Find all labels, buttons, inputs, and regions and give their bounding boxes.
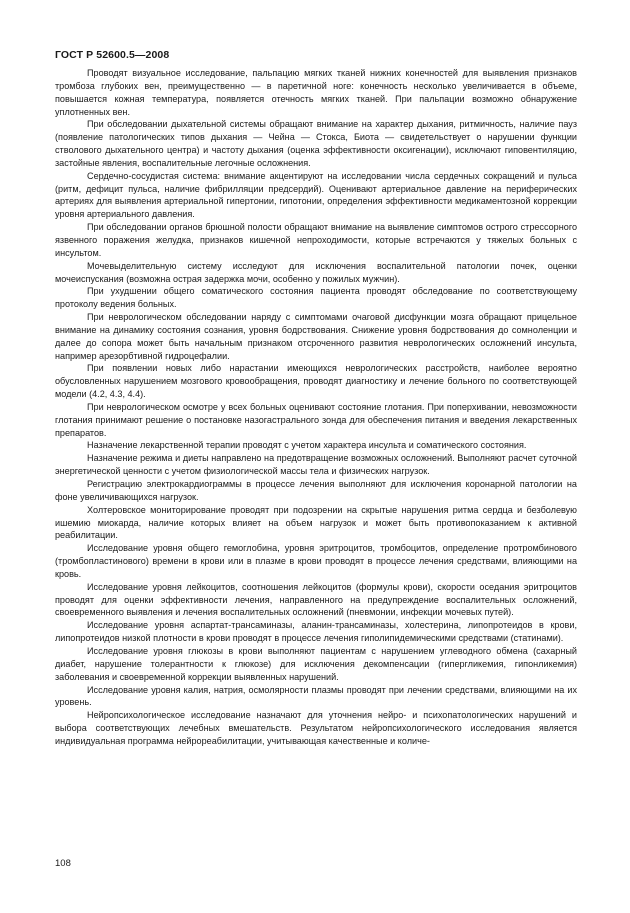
- standard-code-header: ГОСТ Р 52600.5—2008: [55, 49, 170, 61]
- paragraph: При обследовании органов брюшной полости обращают внимание на выявление симптомов острого стрессорного язвенного поражения желудка, признаков кишечной непроходимости, которые встречаются у тяжелых больных с инсультом.: [55, 222, 577, 258]
- paragraph: Проводят визуальное исследование, пальпацию мягких тканей нижних конечностей для выявления признаков тромбоза глубоких вен, преимущественно — в паретичной ноге: конечность несколько увеличивается в объеме, повышается кожная температура, появляется отечность мягких тканей. При пальпации возможно обнаружение уплотненных вен.: [55, 68, 577, 117]
- paragraph: Исследование уровня аспартат-трансаминазы, аланин-трансаминазы, холестерина, липопротеидов в крови, липопротеидов низкой плотности в крови проводят в процессе лечения гиполипидемическими средствами (статинами).: [55, 620, 577, 644]
- paragraph: Исследование уровня глюкозы в крови выполняют пациентам с нарушением углеводного обмена (сахарный диабет, нарушение толерантности к глюкозе) для исключения декомпенсации (гипергликемия, гипонликемия) заболевания и своевременной коррекции выявленных нарушений.: [55, 645, 577, 682]
- paragraph: Исследование уровня общего гемоглобина, уровня эритроцитов, тромбоцитов, определение протромбинового (тромбопластинового) времени в крови или в плазме в крови проводят в процессе лечения средствами, влияющими на кровь.: [55, 543, 577, 579]
- paragraph: При обследовании дыхательной системы обращают внимание на характер дыхания, ритмичность, наличие пауз (появление патологических типов дыхания — Чейна — Стокса, Биота — свидетельствует о нарушении функции стволового дыхательного центра) и частоту дыхания (оценка эффективности оксигенации), исключают гиповентиляцию, застойные явления, воспалительные легочные осложнения.: [55, 119, 577, 168]
- paragraph: Холтеровское мониторирование проводят при подозрении на скрытые нарушения ритма сердца и безболевую ишемию миокарда, наличие которых влияет на объем нагрузок и может быть противопоказанием к активной реабилитации.: [55, 504, 577, 541]
- paragraph: Нейропсихологическое исследование назначают для уточнения нейро- и психопатологических нарушений и выбора соответствующих лечебных вмешательств. Результатом нейропсихологического исследования является индивидуальная программа нейрореабилитации, учитывающая качественные и количе-: [55, 710, 577, 746]
- page-number: 108: [55, 858, 71, 869]
- paragraph: Регистрацию электрокардиограммы в процессе лечения выполняют для исключения коронарной патологии на фоне увеличивающихся нагрузок.: [55, 479, 577, 502]
- body-text: [55, 67, 577, 748]
- paragraph: Мочевыделительную систему исследуют для исключения воспалительной патологии почек, оценки мочеиспускания (возможна острая задержка мочи, особенно у пожилых мужчин).: [55, 260, 577, 284]
- paragraph: При неврологическом обследовании наряду с симптомами очаговой дисфункции мозга обращают прицельное внимание на динамику состояния сознания, уровня бодрствования. Снижение уровня бодрствования до сомноленции и далее до сопора может быть начальным признаком отсроченного развития неврологических осложнений инсульта, например арезорбтивной гидроцефалии.: [55, 312, 577, 361]
- paragraph: Сердечно-сосудистая система: внимание акцентируют на исследовании числа сердечных сокращений и пульса (ритм, дефицит пульса, наличие фибрилляции предсердий). Оценивают артериальное давление на периферических артериях для выявления артериальной гипертонии, гипотонии, определения эффективности медикаментозной коррекции уровня артериального давления.: [55, 170, 577, 220]
- paragraph: Исследование уровня калия, натрия, осмолярности плазмы проводят при лечении средствами, влияющими на их уровень.: [55, 684, 577, 708]
- paragraph: Назначение режима и диеты направлено на предотвращение возможных осложнений. Выполняют расчет суточной энергетической ценности с учетом физиологической массы тела и физических нагрузок.: [55, 453, 577, 477]
- paragraph: При неврологическом осмотре у всех больных оценивают состояние глотания. При поперхивании, невозможности глотания принимают решение о постановке назогастрального зонда для обеспечения питания и введения лекарственных препаратов.: [55, 401, 577, 438]
- paragraph: При ухудшении общего соматического состояния пациента проводят обследование по соответствующему протоколу ведения больных.: [55, 286, 577, 310]
- paragraph: Назначение лекарственной терапии проводят с учетом характера инсульта и соматического состояния.: [87, 440, 527, 451]
- paragraph: При появлении новых либо нарастании имеющихся неврологических расстройств, наиболее вероятно обусловленных нарушением мозгового кровообращения, проводят диагностику и лечение больного по соответствующей модели (4.2, 4.3, 4.4).: [55, 363, 577, 400]
- paragraph: Исследование уровня лейкоцитов, соотношения лейкоцитов (формулы крови), скорости оседания эритроцитов проводят для оценки эффективности лечения, направленного на предупреждение воспалительных осложнений, своевременного выявления и лечения воспалительных осложнений (пневмонии, инфекции мочевых путей).: [55, 581, 577, 618]
